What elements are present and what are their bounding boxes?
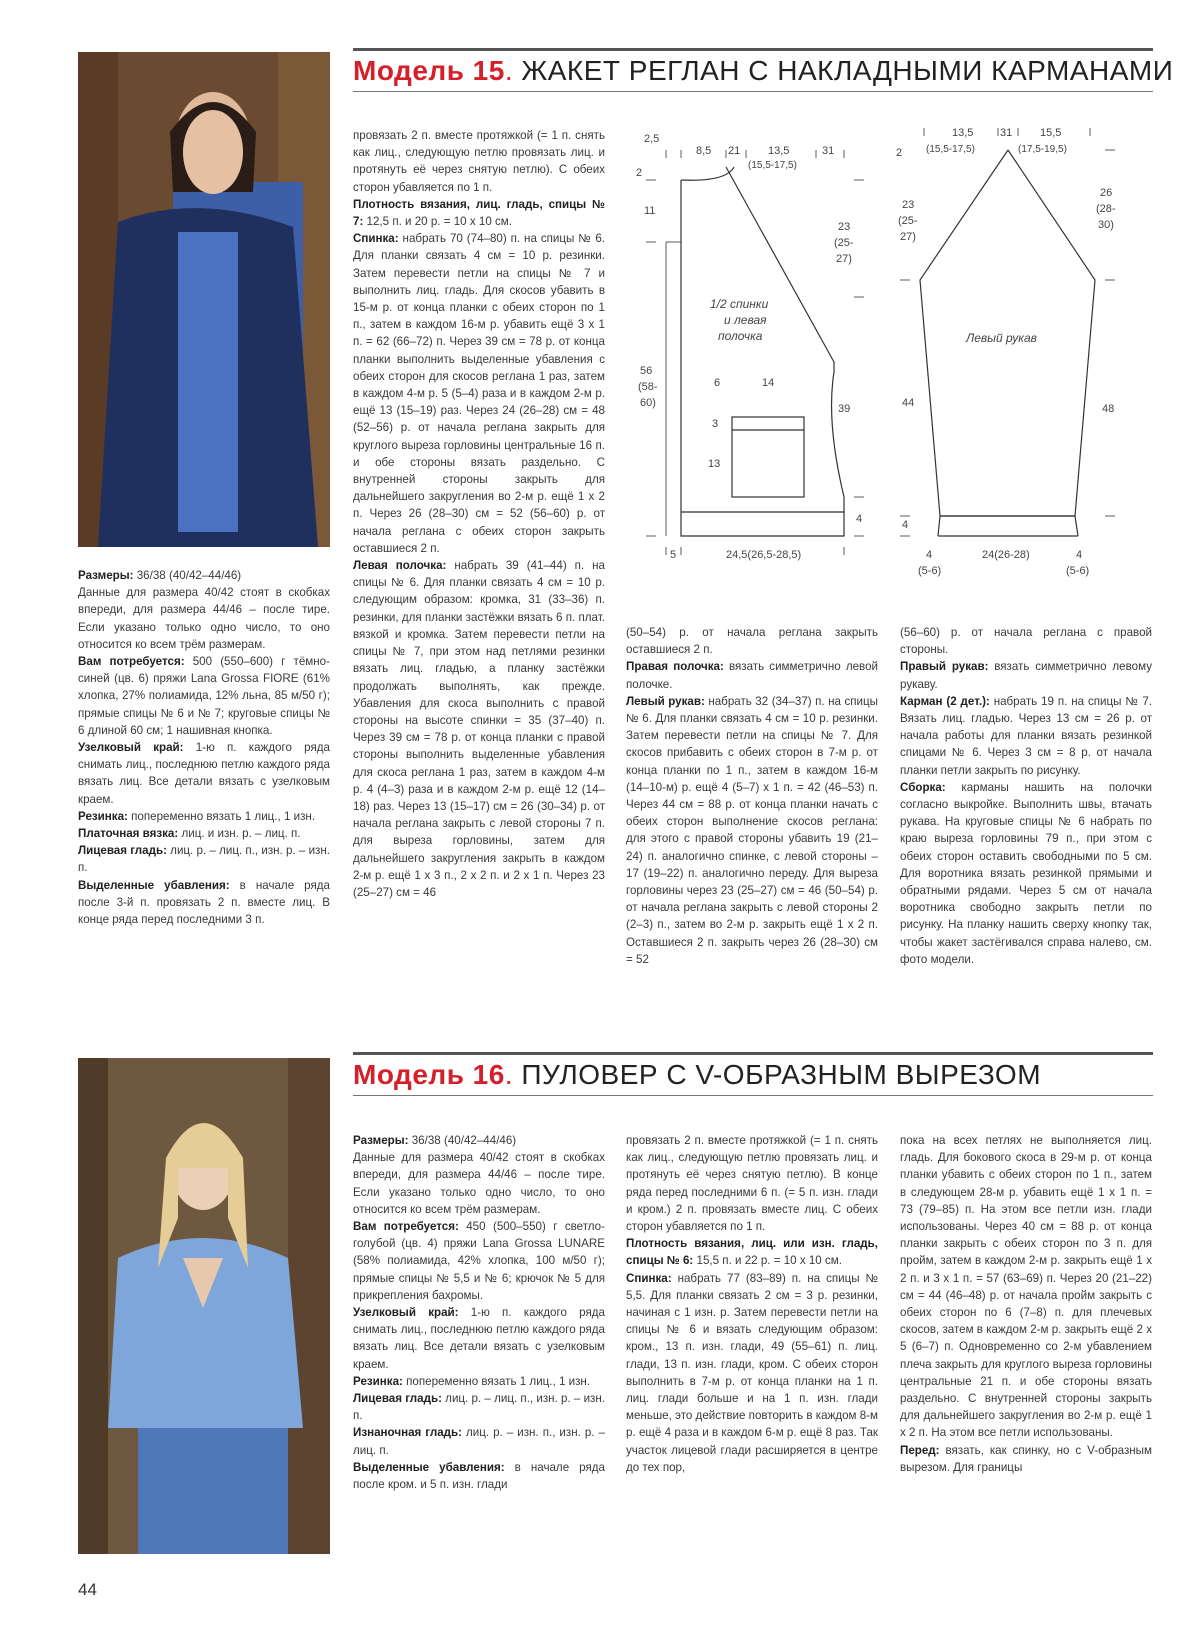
dim-label: 26: [1100, 187, 1113, 199]
model-name: ПУЛОВЕР С V-ОБРАЗНЫМ ВЫРЕЗОМ: [513, 1059, 1042, 1090]
paragraph: Вам потребуется: 500 (550–600) г тёмно-синей (цв. 6) пряжи Lana Grossa FIORE (61% хлопка, 27% полиамида, 12% льна, 85 м/50 г); прямые спицы № 6 и № 7; круговые спицы № 6 длиной 60 см; 1 нашивная кнопка.: [78, 655, 330, 737]
paragraph: Выделенные убавления: в начале ряда после кром. и 5 п. изн. глади: [353, 1460, 605, 1492]
title-rule: [353, 91, 1153, 92]
model-name: ЖАКЕТ РЕГЛАН С НАКЛАДНЫМИ КАРМАНАМИ: [513, 55, 1174, 86]
dim-label: 27): [900, 231, 916, 243]
dim-label: 24,5(26,5-28,5): [726, 549, 802, 561]
dim-label: 24(26-28): [982, 549, 1030, 561]
paragraph: Выделенные убавления: в начале ряда после 3-й п. провязать 2 п. вместе лиц. В конце ряда перед последними 3 п.: [78, 878, 330, 927]
model-15-col-3: [626, 624, 878, 968]
dim-label: (5-6): [918, 565, 942, 577]
paragraph: Платочная вязка: лиц. и изн. р. – лиц. п.: [78, 827, 301, 841]
paragraph: Спинка: набрать 70 (74–80) п. на спицы № 6. Для планки связать 4 см = 10 р. резинки. Затем перевести петли на спицы № 7 и выполнить лиц. гладь. Для скосов убавить в 15-м р. от конца планки с обеих сторон по 1 п., затем в каждом 16-м р. убавить ещё 3 х 1 п. = 62 (66–72) п. Через 39 см = 78 р. от конца планки выполнить выделенные убавления с обеих сторон для скосов реглана 1 раз, затем в каждом 4-м р. 5 (5–4) раза и в каждом 2-м р. ещё 13 (15–19) раз. Через 24 (26–28) см = 48 (52–56) р. от начала реглана закрыть для круглого выреза горловины центральные 16 п. и обе стороны вязать раздельно. С внутренней стороны закрыть для дальнейшего закругления во 2-м р. ещё 1 х 2 п. Через 26 (28–30) см = 52 (56–60) р. от начала реглана с обеих сторон закрыть оставшиеся 2 п.: [353, 232, 605, 555]
paragraph: Лицевая гладь: лиц. р. – лиц. п., изн. р. – изн. п.: [78, 844, 330, 875]
paragraph: Левый рукав: набрать 32 (34–37) п. на спицы № 6. Для планки связать 4 см = 10 р. резинки. Затем перевести петли на спицы № 7. Для скосов прибавить с обеих сторон в 7-м р. от конца планки по 1 п., затем в каждом 16-м (14–10-м) р. ещё 4 (5–7) х 1 п. = 42 (46–53) п. Через 44 см = 88 р. от конца планки начать с обеих сторон выполнение скосов реглана: для этого с правой стороны убавить 19 (21–24) п. аналогично спинке, с левой стороны – 17 (19–22) п. аналогично переду. Для выреза горловины через 23 (25–27) см = 46 (50–54) р. от начала реглана закрыть с левой стороны 2 (2–3) п., затем во 2-м р. закрыть ещё 1 х 2 п. Оставшиеся 2 п. закрыть через 26 (28–30) см = 52: [626, 694, 878, 966]
dim-label: 2: [896, 147, 903, 159]
paragraph: Перед: вязать, как спинку, но с V-образным вырезом. Для границы: [900, 1443, 1152, 1474]
dim-label: 27): [836, 253, 852, 265]
dim-label: (17,5-19,5): [1018, 144, 1067, 155]
dim-label: (25-: [834, 237, 854, 249]
dim-label: 13,5: [952, 127, 974, 139]
page-number: 44: [78, 1580, 97, 1599]
dim-label: 60): [640, 397, 656, 409]
paragraph: (56–60) р. от начала реглана с правой стороны.: [900, 626, 1152, 657]
dim-label: 15,5: [1040, 127, 1062, 139]
pattern-diagram-back-front: [626, 122, 876, 582]
dim-label: (15,5-17,5): [748, 160, 797, 171]
dim-label: 31: [1000, 127, 1013, 139]
model-15-col-4: [900, 624, 1152, 968]
dim-label: 48: [1102, 403, 1115, 415]
dim-label: 4: [1076, 549, 1083, 561]
paragraph: Вам потребуется: 450 (500–550) г светло-голубой (цв. 4) пряжи Lana Grossa LUNARE (58% полиамида, 42% хлопка, 100 м/50 г); прямые спицы № 5,5 и № 6; крючок № 5 для прикрепления бахромы.: [353, 1220, 605, 1302]
dim-label: 3: [712, 418, 719, 430]
dim-label: 39: [838, 403, 851, 415]
dim-label: 13: [708, 458, 721, 470]
dim-label: 5: [670, 549, 677, 561]
paragraph: Данные для размера 40/42 стоят в скобках впереди, для размера 44/46 – после тире. Если указано только одно число, то оно относится ко всем трём размерам.: [78, 586, 330, 651]
paragraph: Изнаночная гладь: лиц. р. – изн. п., изн. р. – лиц. п.: [353, 1426, 605, 1457]
dim-label: 56: [640, 365, 653, 377]
dim-label: 13,5: [768, 145, 790, 157]
dim-label: 8,5: [696, 145, 712, 157]
dim-label: 6: [714, 377, 721, 389]
paragraph: Размеры: 36/38 (40/42–44/46): [78, 569, 242, 582]
paragraph: Данные для размера 40/42 стоят в скобках впереди, для размера 44/46 – после тире. Если указано только одно число, то оно относится ко всем трём размерам.: [353, 1151, 605, 1216]
model-number: Модель 15: [353, 55, 505, 86]
dim-label: 11: [644, 205, 656, 217]
paragraph: Спинка: набрать 77 (83–89) п. на спицы № 5,5. Для планки связать 2 см = 3 р. резинки, начиная с 1 изн. р. Затем перевести петли на спицы № 6 и вязать следующим образом: кром., 13 п. изн. глади, 49 (55–61) п. лиц. глади, 13 п. изн. глади, кром. С обеих сторон выполнить в 7-м р. от конца планки на 1 п. лиц. глади больше и на 1 п. изн. глади меньше, это действие повторить в каждом 8-м р. ещё 4 раза и в каждом 6-м р. ещё 8 раз. Так участок лицевой глади расширяется в центре до тех пор,: [626, 1271, 879, 1474]
title-rule: [353, 1095, 1153, 1096]
piece-label: 1/2 спинки: [710, 297, 769, 311]
model-15-title: [353, 48, 1174, 92]
dim-label: 2: [636, 167, 643, 179]
photo-model-15: [78, 52, 330, 547]
model-16-col-3: [626, 1132, 878, 1476]
paragraph: Плотность вязания, лиц. или изн. гладь, спицы № 6: 15,5 п. и 22 р. = 10 х 10 см.: [626, 1237, 878, 1268]
model-15-col-1: [78, 567, 330, 928]
model-16-col-2: [353, 1132, 605, 1493]
dim-label: (5-6): [1066, 565, 1090, 577]
paragraph: Узелковый край: 1-ю п. каждого ряда снимать лиц., последнюю петлю каждого ряда вязать лиц. Все детали вязать с узелковым краем.: [353, 1306, 605, 1371]
title-dot: .: [504, 1059, 514, 1090]
dim-label: (15,5-17,5): [926, 144, 975, 155]
dim-label: 30): [1098, 219, 1114, 231]
paragraph: Правый рукав: вязать симметрично левому рукаву.: [900, 660, 1152, 691]
paragraph: Карман (2 дет.): набрать 19 п. на спицы № 7. Вязать лиц. гладью. Через 13 см = 26 р. от начала работы для планки вязать резинкой спицами № 6. Через 3 см = 8 р. от начала планки петли закрыть по рисунку.: [900, 694, 1153, 777]
dim-label: (58-: [638, 381, 658, 393]
paragraph: провязать 2 п. вместе протяжкой (= 1 п. снять как лиц., следующую петлю провязать лиц. и протянуть её через снятую петлю). В конце ряда перед последними 6 п. (= 5 п. изн. глади и кром.) 2 п. провязать вместе лиц. С обеих сторон убавляется по 1 п.: [626, 1134, 878, 1234]
photo-model-16: [78, 1058, 330, 1554]
dim-label: 44: [902, 397, 915, 409]
piece-label: полочка: [718, 329, 763, 343]
dim-label: 23: [902, 199, 915, 211]
model-16-col-4: [900, 1132, 1152, 1476]
paragraph: провязать 2 п. вместе протяжкой (= 1 п. снять как лиц., следующую петлю провязать лиц. и протянуть её через снятую петлю). С обеих сторон убавляется по 1 п.: [353, 129, 605, 194]
paragraph: пока на всех петлях не выполняется лиц. гладь. Для бокового скоса в 29-м р. от конца планки убавить с обеих сторон по 1 п., затем в следующем 28-м р. убавить ещё 1 х 1 п. = 73 (79–85) п. На этом все петли изн. глади использованы. Через 40 см = 88 р. от конца планки закрыть с обеих сторон по 3 п. для пройм, затем в каждом 2-м р. закрыть ещё 1 х 2 п. и 3 х 1 п. = 57 (63–69) п. Через 20 (21–22) см = 44 (46–48) р. от начала пройм закрыть с обеих сторон по 6 (7–8) п. для плечевых скосов, затем в каждом 2-м р. закрыть ещё 2 х 5 (6–7) п. Одновременно со 2-м убавлением плеча закрыть для круглого выреза горловины центральные 21 п. и обе стороны вязать раздельно. С внутренней стороны закрыть для дальнейшего закругления во 2-м р. ещё 1 х 2 п. На этом все петли использованы.: [900, 1134, 1152, 1440]
dim-label: (28-: [1096, 203, 1116, 215]
pattern-diagram-sleeve: [890, 122, 1152, 582]
model-number: Модель 16: [353, 1059, 505, 1090]
dim-label: 4: [926, 549, 933, 561]
title-dot: .: [504, 55, 514, 86]
dim-label: 2,5: [644, 133, 660, 145]
piece-label: и левая: [724, 313, 767, 327]
model-15-col-2: [353, 127, 605, 901]
paragraph: Размеры: 36/38 (40/42–44/46): [353, 1134, 517, 1147]
dim-label: 4: [902, 519, 909, 531]
dim-label: 4: [856, 513, 863, 525]
model-16-title: [353, 1052, 1153, 1096]
piece-label: Левый рукав: [966, 331, 1037, 345]
dim-label: 21: [728, 145, 741, 157]
paragraph: (50–54) р. от начала реглана закрыть оставшиеся 2 п.: [626, 626, 878, 657]
title-text: [353, 1055, 1153, 1095]
paragraph: Правая полочка: вязать симметрично левой полочке.: [626, 660, 878, 691]
dim-label: 31: [822, 145, 835, 157]
paragraph: Резинка: попеременно вязать 1 лиц., 1 изн.: [78, 809, 316, 823]
paragraph: Узелковый край: 1-ю п. каждого ряда снимать лиц., последнюю петлю каждого ряда вязать лиц. Все детали вязать с узелковым краем.: [78, 741, 330, 806]
dim-label: 14: [762, 377, 775, 389]
dim-label: (25-: [898, 215, 918, 227]
paragraph: Резинка: попеременно вязать 1 лиц., 1 изн.: [353, 1374, 591, 1388]
paragraph: Левая полочка: набрать 39 (41–44) п. на спицы № 6. Для планки связать 4 см = 10 р. следующим образом: кромка, 31 (33–36) п. резинки, для планки застёжки вязать 6 п. плат. вязкой и кромка. Затем перевести петли на спицы № 7, при этом над петлями резинки вязать лиц. гладью, а планку застёжки продолжать выполнять, как прежде. Убавления для скоса выполнить с правой стороны на высоте спинки = 35 (37–40) п. Через 39 см = 78 р. от конца планки с правой стороны выполнить выделенные убавления для скоса реглана 1 раз, затем в каждом 4-м р. 4 (4–3) раза и в каждом 2-м р. ещё 12 (14–18) раз. Через 13 (15–17) см = 26 (30–34) р. от начала реглана закрыть с левой стороны 7 п. для выреза горловины, затем для дальнейшего закругления закрыть в каждом 2-м р. ещё 1 х 3 п., 2 х 2 п. и 2 х 1 п. Через 23 (25–27) см = 46: [353, 559, 606, 899]
paragraph: Сборка: карманы нашить на полочки согласно выкройке. Выполнить швы, втачать рукава. На круговые спицы № 6 набрать по краю выреза горловины 79 п., при этом с обеих сторон оставить свободными по 5 см. Для воротника вязать резинкой прямыми и обратными рядами. Через 5 см от начала воротника свободно закрыть петли по рисунку. На планку нашить сверху кнопку так, чтобы жакет застёгивался справа налево, см. фото модели.: [900, 780, 1152, 966]
dim-label: 23: [838, 221, 851, 233]
title-text: [353, 51, 1174, 91]
paragraph: Лицевая гладь: лиц. р. – лиц. п., изн. р. – изн. п.: [353, 1392, 605, 1423]
paragraph: Плотность вязания, лиц. гладь, спицы № 7: 12,5 п. и 20 р. = 10 х 10 см.: [353, 197, 605, 229]
